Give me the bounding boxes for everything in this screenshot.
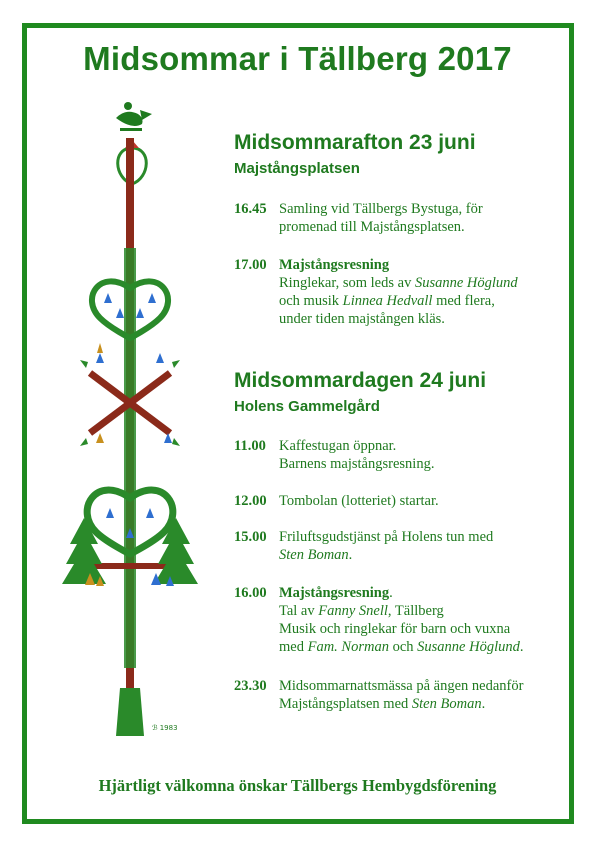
person-name: Susanne Höglund [417,639,520,655]
event-text: och musik [279,293,343,309]
event-line: Friluftsgudstjänst på Holens tun med [279,529,494,545]
event-line: Barnens majstångsresning. [279,456,435,472]
event-time: 15.00 [234,529,267,545]
event-line: promenad till Majstångsplatsen. [279,219,465,235]
event-text: , Tällberg [387,603,444,619]
event-time: 17.00 [234,257,267,273]
person-name: Fam. Norman [307,639,389,655]
event-text: med [279,639,308,655]
event-line: Kaffestugan öppnar. [279,438,397,454]
artist-signature: ℬ 1983 [152,724,178,732]
person-name: Fanny Snell [318,603,388,619]
event-heading: Majstångsresning [279,585,390,601]
event-text: Ringlekar, som leds av [279,275,415,291]
section-location-dagen: Holens Gammelgård [234,398,380,415]
person-name: Linnea Hedvall [342,293,433,309]
event-time: 11.00 [234,438,266,454]
event-time: 12.00 [234,493,267,509]
section-title-afton: Midsommarafton 23 juni [234,131,476,154]
event-time: 16.45 [234,201,267,217]
rooster-icon [116,102,152,131]
event-text: . [481,696,486,712]
event-text: . [389,585,393,601]
event-line: Musik och ringlekar för barn och vuxna [279,621,511,637]
event-time: 23.30 [234,678,267,694]
event-line: Tombolan (lotteriet) startar. [279,493,439,509]
event-line: Midsommarnattsmässa på ängen nedanför [279,678,524,694]
footer-greeting: Hjärtligt välkomna önskar Tällbergs Hembygdsförening [98,776,497,795]
page-title: Midsommar i Tällberg 2017 [83,40,512,77]
person-name: Susanne Höglund [414,275,518,291]
event-text: med flera, [432,293,495,309]
event-line: Samling vid Tällbergs Bystuga, för [279,201,483,217]
event-text: . [519,639,524,655]
person-name: Sten Boman [279,547,349,563]
event-time: 16.00 [234,585,267,601]
event-text: och [388,639,418,655]
maypole-illustration [60,98,210,748]
event-text: Tal av [279,603,319,619]
event-text: Majstångsplatsen med [279,696,412,712]
event-text: . [348,547,353,563]
section-location-afton: Majstångsplatsen [234,160,360,177]
section-title-dagen: Midsommardagen 24 juni [234,369,487,392]
event-heading: Majstångsresning [279,257,390,273]
person-name: Sten Boman [411,696,482,712]
event-line: under tiden majstången kläs. [279,311,445,327]
